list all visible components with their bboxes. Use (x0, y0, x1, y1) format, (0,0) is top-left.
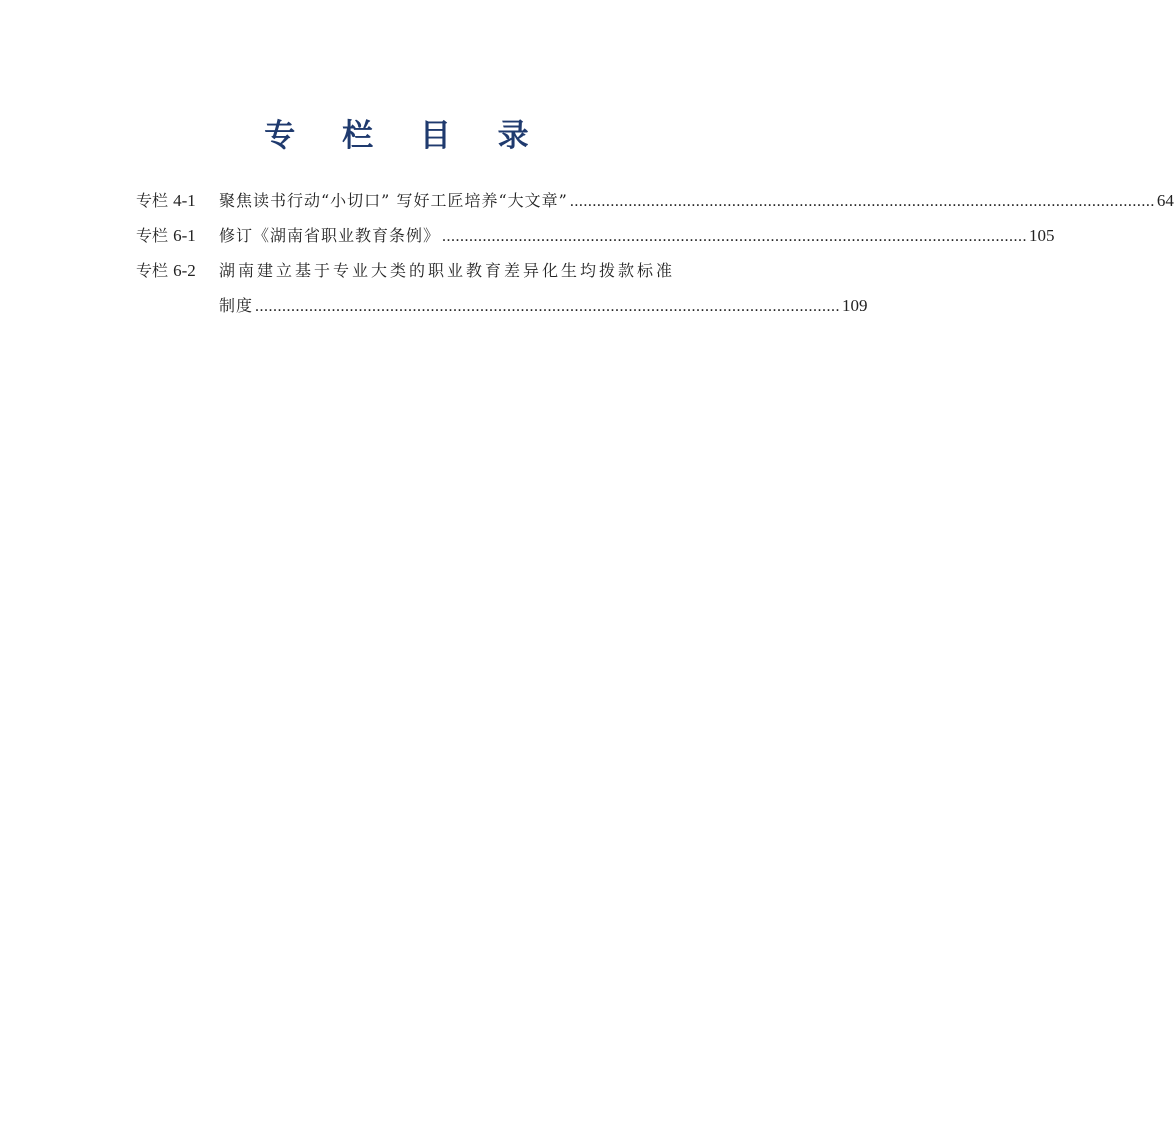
toc-entry-title: 聚焦读书行动“小切口” 写好工匠培养“大文章” (219, 191, 568, 210)
toc-entry[interactable] (136, 188, 1174, 214)
toc-entry-continuation[interactable] (136, 293, 868, 319)
toc-entry-page: 64 (1156, 191, 1174, 210)
toc-entry-prefix (136, 258, 219, 284)
toc-entry-title-continued: 制度 (219, 296, 254, 315)
toc-entry-number: 4-1 (173, 191, 196, 210)
toc-entry[interactable] (136, 258, 674, 284)
toc-entry-page: 109 (842, 296, 868, 315)
toc-entry-label: 专栏 (136, 191, 169, 210)
toc-entry-page: 105 (1029, 226, 1055, 245)
dot-leader: .................................................................................................................................. (442, 228, 1028, 245)
toc-entry-title: 湖南建立基于专业大类的职业教育差异化生均拨款标准 (219, 261, 674, 280)
toc-entry-prefix (136, 188, 219, 214)
dot-leader: .................................................................................................................................. (255, 298, 841, 315)
toc-entry-label: 专栏 (136, 261, 169, 280)
dot-leader: .................................................................................................................................. (569, 193, 1155, 210)
page-title: 专 栏 目 录 (264, 118, 547, 154)
toc-entry-number: 6-2 (173, 261, 196, 280)
toc-entry[interactable] (136, 223, 1055, 249)
toc-entry-number: 6-1 (173, 226, 196, 245)
toc-entry-title: 修订《湖南省职业教育条例》 (219, 226, 441, 245)
toc-entry-prefix (136, 223, 219, 249)
toc-list (136, 188, 1174, 328)
toc-entry-label: 专栏 (136, 226, 169, 245)
